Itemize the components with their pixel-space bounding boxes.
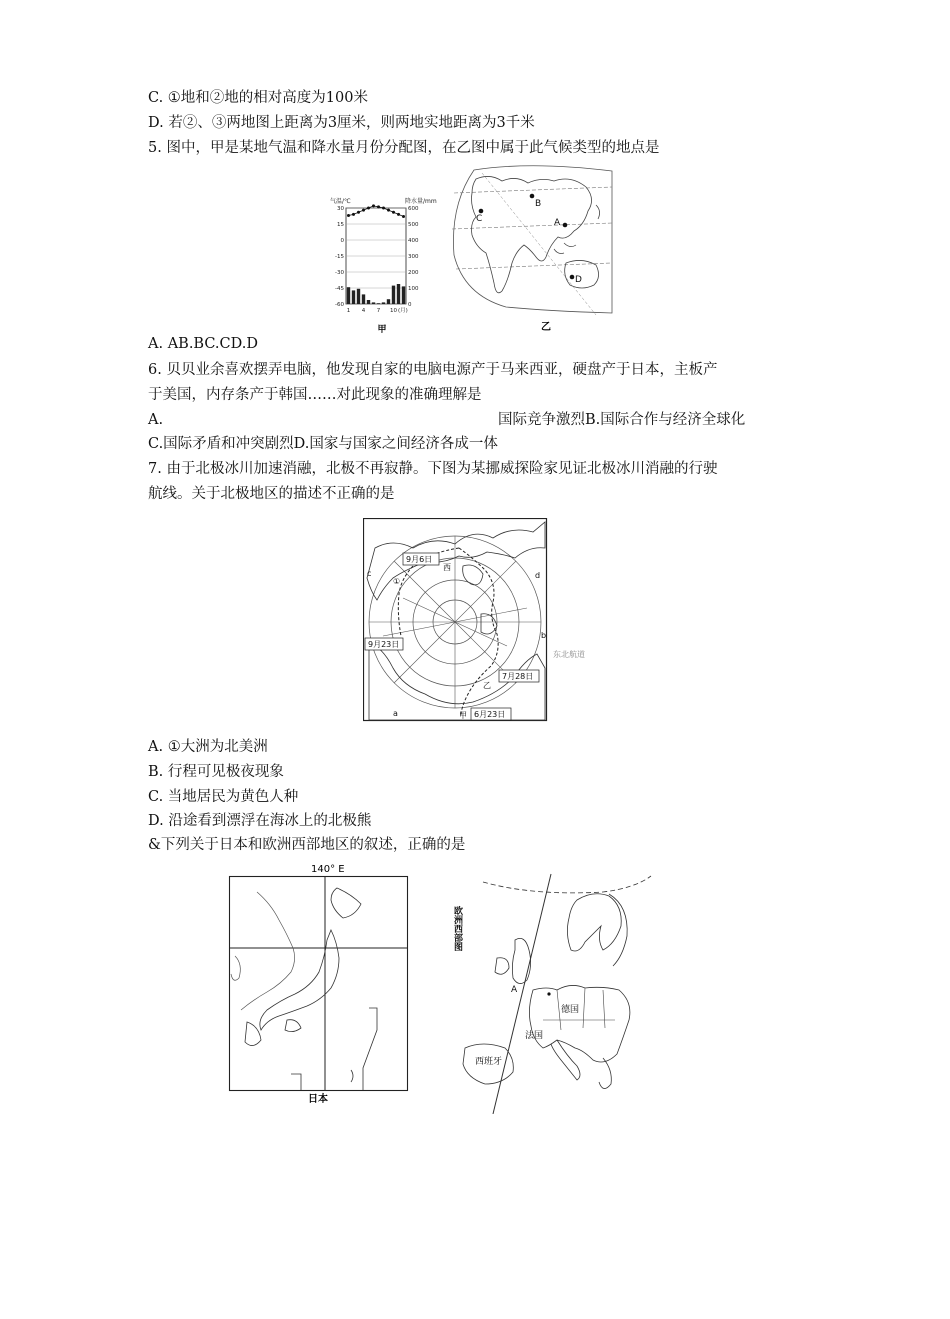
temperature-point [402,215,405,218]
temp-tick-label: -15 [335,254,344,260]
question-6-line2: 于美国，内存条产于韩国……对此现象的准确理解是 [148,387,482,403]
precip-bar [382,302,385,304]
question-7-line2: 航线。关于北极地区的描述不正确的是 [148,486,395,502]
precip-bar [387,299,390,304]
temperature-point [357,211,360,214]
temperature-point [372,204,375,207]
europe-label-a: A [511,985,518,995]
precip-bar [367,300,370,304]
precip-bar [352,290,355,304]
temp-tick-label: 15 [337,222,344,228]
temp-tick-label: -30 [335,270,344,276]
japan-caption: 日本 [308,1094,328,1104]
europe-label-spain: 西班牙 [475,1057,503,1067]
precip-bar [402,286,405,304]
map-label-d: D [575,275,582,285]
place-yi: 乙 [483,681,491,690]
place-xi: 西 [443,563,451,572]
map-label-b: B [535,199,542,209]
temp-tick-label: 30 [337,206,344,212]
q7-option-b: B. 行程可见极夜现象 [148,764,284,780]
faint-route-label: 东北航道 [553,650,585,659]
chart-caption: 甲 [377,325,387,334]
temperature-point [347,214,350,217]
month-unit-label: (月) [398,308,408,314]
temperature-point [367,207,370,210]
precip-tick-label: 500 [408,222,419,228]
precip-bar [392,286,395,304]
option-c-q4: C. ①地和②地的相对高度为100米 [148,90,368,106]
question-6-line1: 6. 贝贝业余喜欢摆弄电脑，他发现自家的电脑电源产于马来西亚，硬盘产于日本，主板产 [148,362,718,378]
question-8: &下列关于日本和欧洲西部地区的叙述，正确的是 [148,837,466,853]
meridian-a: a [393,709,398,718]
world-map-caption: 乙 [541,322,551,333]
month-tick-label: 1 [346,308,351,314]
precip-tick-label: 300 [408,254,419,260]
temperature-point [397,213,400,216]
q7-option-c: C. 当地居民为黄色人种 [148,789,299,805]
date-sep23: 9月23日 [368,640,400,649]
q6-options-cd: C.国际矛盾和冲突剧烈D.国家与国家之间经济各成一体 [148,436,498,452]
date-sep6: 9月6日 [406,555,433,564]
temperature-point [382,207,385,210]
q5-options: A. AB.BC.CD.D [148,336,258,352]
temperature-point [352,213,355,216]
temperature-line [349,206,404,217]
precip-bar [397,284,400,304]
precip-tick-label: 400 [408,238,419,244]
world-map [446,165,616,337]
month-tick-label: 7 [376,308,381,314]
date-jul28: 7月28日 [502,672,534,681]
meridian-b: b [541,631,547,640]
month-tick-label: 4 [361,308,366,314]
arctic-route-map [363,518,548,726]
meridian-c: c [367,569,372,578]
continent-mark-1: ① [393,577,401,586]
q6-option-a-label: A. [148,412,164,428]
precip-bar [362,294,365,304]
temperature-point [377,205,380,208]
temp-tick-label: -45 [335,286,344,292]
climate-chart [326,194,438,338]
precip-bar [357,289,360,304]
meridian-d: d [535,571,541,580]
precip-bar [372,302,375,304]
option-d-q4: D. 若②、③两地图上距离为3厘米，则两地实地距离为3千米 [148,115,535,131]
japan-meridian-label: 140° E [311,864,345,875]
europe-label-france: 法国 [525,1031,544,1041]
precip-bar [377,303,380,304]
map-label-c: C [476,214,483,224]
temperature-point [387,209,390,212]
precip-tick-label: 100 [408,286,419,292]
question-7-line1: 7. 由于北极冰川加速消融，北极不再寂静。下图为某挪威探险家见证北极冰川消融的行驶 [148,461,718,477]
month-tick-label: 10 [390,308,397,314]
chart-left-axis-title: 气温/℃ [330,198,351,205]
europe-map-title: 欧洲西部图 [453,906,462,951]
japan-map [227,860,409,1108]
precip-bar [347,287,350,304]
precip-tick-label: 600 [408,206,419,212]
q7-option-a: A. ①大洲为北美洲 [148,739,268,755]
europe-label-germany: 德国 [561,1005,580,1015]
question-5: 5. 图中，甲是某地气温和降水量月份分配图，在乙图中属于此气候类型的地点是 [148,140,660,156]
temperature-point [362,209,365,212]
precip-tick-label: 0 [408,302,412,308]
temp-tick-label: -60 [335,302,344,308]
map-label-a: A [554,218,561,228]
temperature-point [392,211,395,214]
temp-tick-label: 0 [340,238,344,244]
place-jia: 甲 [459,711,467,720]
q7-option-d: D. 沿途看到漂浮在海冰上的北极熊 [148,813,372,829]
chart-right-axis-title: 降水量/mm [405,198,437,205]
europe-map [453,870,653,1118]
precip-tick-label: 200 [408,270,419,276]
q6-options-ab: 国际竞争激烈B.国际合作与经济全球化 [498,412,746,428]
date-jun23: 6月23日 [474,710,506,719]
